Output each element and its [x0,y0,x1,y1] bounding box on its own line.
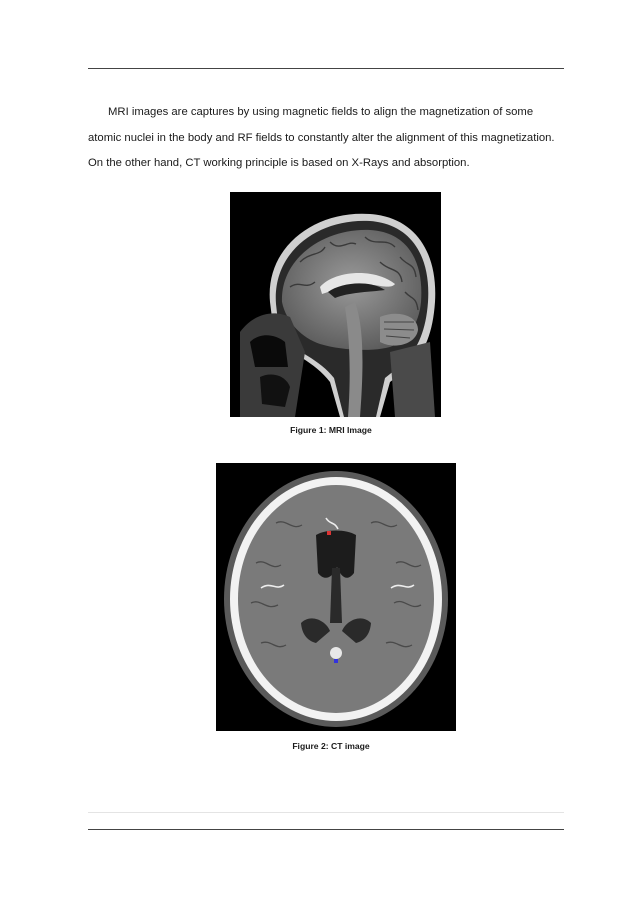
ct-image [216,463,456,731]
figure-1-caption: Figure 1: MRI Image [290,425,372,435]
footer-faint-rule [88,812,564,813]
header-rule [88,68,564,69]
figure-2-caption: Figure 2: CT image [292,741,370,751]
body-paragraph [88,100,568,177]
mri-image [230,192,441,417]
paragraph-text: MRI images are captures by using magnetic fields to align the magnetization of some atomic nuclei in the body and RF fields to constantly alter the alignment of this magnetization. On the other hand, CT working principle is based on X-Rays and absorption. [88,106,555,169]
footer-rule [88,829,564,830]
